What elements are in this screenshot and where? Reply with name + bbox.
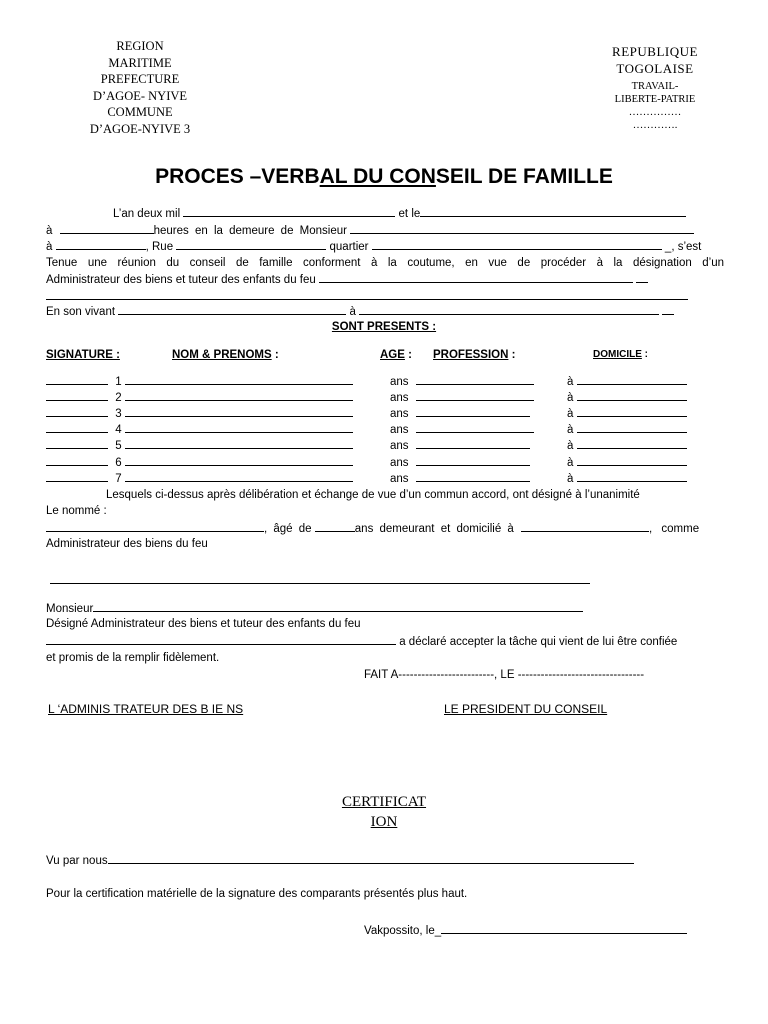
age-suffix: ans	[390, 392, 409, 404]
col-domicile	[593, 349, 648, 360]
text: à	[349, 306, 356, 318]
title-part-underlined: AL DU CON	[319, 165, 436, 188]
body-line-4: Tenue une réunion du conseil de famille conforment à la coutume, en vue de procéder à la désignation d’un	[46, 257, 724, 269]
blank-field[interactable]	[662, 303, 674, 315]
designe-line: Désigné Administrateur des biens et tuteur des enfants du feu	[46, 618, 361, 630]
col-profession-label: PROFESSION	[433, 349, 509, 361]
domicile-blank[interactable]	[577, 437, 687, 449]
fait-line: FAIT A-------------------------, LE ---------------------------------	[364, 669, 645, 681]
profession-blank[interactable]	[416, 373, 534, 385]
text: _, s’est	[664, 241, 702, 253]
name-blank[interactable]	[125, 373, 353, 385]
domicile-blank[interactable]	[521, 520, 649, 532]
header-left-line: MARITIME	[108, 55, 172, 70]
domicile-blank[interactable]	[577, 389, 687, 401]
blank-field[interactable]	[636, 271, 648, 283]
profession-blank[interactable]	[416, 437, 530, 449]
domicile-blank[interactable]	[577, 405, 687, 417]
vu-par-nous-line	[46, 852, 634, 869]
signature-blank[interactable]	[46, 470, 108, 482]
table-row	[46, 437, 687, 452]
blank-full-line[interactable]	[50, 582, 590, 584]
page-title	[0, 165, 768, 189]
blank-field[interactable]	[183, 205, 395, 217]
signature-blank[interactable]	[46, 373, 108, 385]
motto-line: LIBERTE-PATRIE	[614, 94, 696, 105]
header-left-line: PREFECTURE	[100, 72, 180, 86]
age-blank[interactable]	[315, 520, 355, 532]
age-suffix: ans	[390, 440, 409, 452]
domicile-blank[interactable]	[577, 373, 687, 385]
col-age	[380, 347, 412, 363]
domicile-blank[interactable]	[577, 454, 687, 466]
domicile-prefix: à	[566, 408, 574, 420]
text: et le	[398, 208, 421, 220]
nomme-details-line	[46, 520, 726, 537]
signature-blank[interactable]	[46, 405, 108, 417]
col-signature: SIGNATURE :	[46, 349, 120, 361]
age-suffix: ans	[390, 473, 409, 485]
date-blank[interactable]	[441, 922, 687, 934]
text: ans demeurant et domicilié à	[354, 523, 514, 535]
signature-administrateur: L ‘ADMINIS TRATEUR DES B IE NS	[48, 702, 244, 716]
age-suffix: ans	[390, 376, 409, 388]
nomme-name-blank[interactable]	[46, 520, 264, 532]
row-number: 1	[115, 376, 122, 388]
name-blank[interactable]	[125, 454, 353, 466]
profession-blank[interactable]	[416, 405, 530, 417]
body-line-2	[46, 222, 724, 239]
row-number: 3	[115, 408, 122, 420]
blank-field[interactable]	[359, 303, 659, 315]
table-row	[46, 405, 687, 420]
domicile-prefix: à	[566, 376, 574, 388]
signature-blank[interactable]	[46, 421, 108, 433]
le-nomme-label: Le nommé :	[46, 505, 107, 517]
domicile-prefix: à	[566, 424, 574, 436]
col-domicile-label: DOMICILE	[593, 349, 642, 360]
designe-name-blank[interactable]	[46, 633, 396, 645]
body-line-5	[46, 271, 648, 288]
name-blank[interactable]	[125, 470, 353, 482]
header-left-line: D’AGOE- NYIVE	[92, 88, 188, 103]
table-row	[46, 389, 687, 404]
text: En son vivant	[46, 306, 116, 318]
body-line-3	[46, 238, 701, 255]
country-line: REPUBLIQUE	[612, 44, 698, 59]
text: à	[46, 225, 53, 237]
age-suffix: ans	[390, 457, 409, 469]
blank-field[interactable]	[420, 205, 686, 217]
name-blank[interactable]	[125, 437, 353, 449]
blank-field[interactable]	[60, 222, 154, 234]
signature-blank[interactable]	[46, 454, 108, 466]
blank-full-line[interactable]	[46, 298, 688, 300]
monsieur-blank[interactable]	[93, 600, 583, 612]
col-age-label: AGE	[380, 349, 405, 361]
text: à	[46, 241, 53, 253]
motto-line: TRAVAIL-	[631, 81, 679, 92]
text: L’an deux mil	[113, 208, 181, 220]
profession-blank[interactable]	[416, 421, 534, 433]
sont-presents-heading: SONT PRESENTS :	[331, 321, 437, 333]
text: , comme	[649, 523, 700, 535]
blank-field[interactable]	[350, 222, 694, 234]
table-row	[46, 470, 687, 485]
domicile-prefix: à	[566, 457, 574, 469]
text: , âgé de	[264, 523, 312, 535]
name-blank[interactable]	[125, 389, 353, 401]
text: Monsieur	[46, 603, 94, 615]
profession-blank[interactable]	[416, 454, 530, 466]
header-left-line: COMMUNE	[107, 105, 173, 119]
colon: :	[511, 349, 516, 361]
header-left-line: D’AGOE-NYIVE 3	[89, 121, 191, 136]
age-suffix: ans	[390, 408, 409, 420]
row-number: 4	[115, 424, 122, 436]
text: , Rue	[145, 241, 174, 253]
body-line-1	[113, 205, 686, 222]
country-line: TOGOLAISE	[616, 61, 694, 76]
signature-blank[interactable]	[46, 437, 108, 449]
certification-title-1: CERTIFICAT	[341, 794, 427, 810]
blank-field[interactable]	[56, 238, 146, 250]
vakpossito-line	[364, 922, 687, 939]
age-suffix: ans	[390, 424, 409, 436]
domicile-blank[interactable]	[577, 421, 687, 433]
col-profession	[433, 347, 515, 363]
col-nom	[172, 347, 279, 363]
certification-title-2: ION	[370, 814, 398, 830]
col-nom-label: NOM & PRENOMS	[172, 349, 272, 361]
blank-field[interactable]	[176, 238, 326, 250]
row-number: 5	[115, 440, 122, 452]
monsieur-line	[46, 600, 583, 617]
name-blank[interactable]	[125, 405, 353, 417]
blank-field[interactable]	[372, 238, 662, 250]
text: Vakpossito, le_	[364, 925, 442, 937]
header-left-line: REGION	[116, 39, 164, 53]
row-number: 7	[115, 473, 122, 485]
pour-certification-line: Pour la certification matérielle de la signature des comparants présentés plus haut.	[46, 888, 468, 900]
domicile-prefix: à	[566, 473, 574, 485]
name-blank[interactable]	[125, 421, 353, 433]
row-number: 2	[115, 392, 122, 404]
header-right-block	[580, 43, 730, 132]
text: Vu par nous	[46, 855, 108, 867]
promis-line: et promis de la remplir fidèlement.	[46, 652, 220, 664]
body-line-7	[46, 303, 674, 320]
row-number: 6	[115, 457, 122, 469]
blank-field[interactable]	[118, 303, 346, 315]
signature-president: LE PRESIDENT DU CONSEIL	[444, 702, 608, 716]
domicile-blank[interactable]	[577, 470, 687, 482]
text: heures en la demeure de Monsieur	[153, 225, 347, 237]
lesquels-line: Lesquels ci-dessus après délibération et échange de vue d’un commun accord, ont désigné à l’unanimité	[106, 489, 640, 501]
text: a déclaré accepter la tâche qui vient de lui être confiée	[399, 636, 678, 648]
header-left-block	[60, 38, 220, 137]
colon: :	[274, 349, 279, 361]
title-part: SEIL DE FAMILLE	[435, 165, 613, 188]
domicile-prefix: à	[566, 392, 574, 404]
text: quartier	[329, 241, 369, 253]
table-row	[46, 454, 687, 469]
colon: :	[408, 349, 412, 361]
profession-blank[interactable]	[416, 470, 530, 482]
dots-line: ………….	[632, 120, 678, 131]
admin-feu-label: Administrateur des biens du feu	[46, 538, 208, 550]
title-part: PROCES –VERB	[155, 165, 320, 188]
dots-line: ……………	[628, 107, 682, 118]
table-row	[46, 373, 687, 388]
vu-blank[interactable]	[108, 852, 634, 864]
profession-blank[interactable]	[416, 389, 534, 401]
accepte-line	[46, 633, 677, 650]
signature-blank[interactable]	[46, 389, 108, 401]
domicile-prefix: à	[566, 440, 574, 452]
text: Administrateur des biens et tuteur des enfants du feu	[46, 274, 316, 286]
blank-field[interactable]	[319, 271, 633, 283]
colon: :	[644, 349, 649, 360]
table-row	[46, 421, 687, 436]
